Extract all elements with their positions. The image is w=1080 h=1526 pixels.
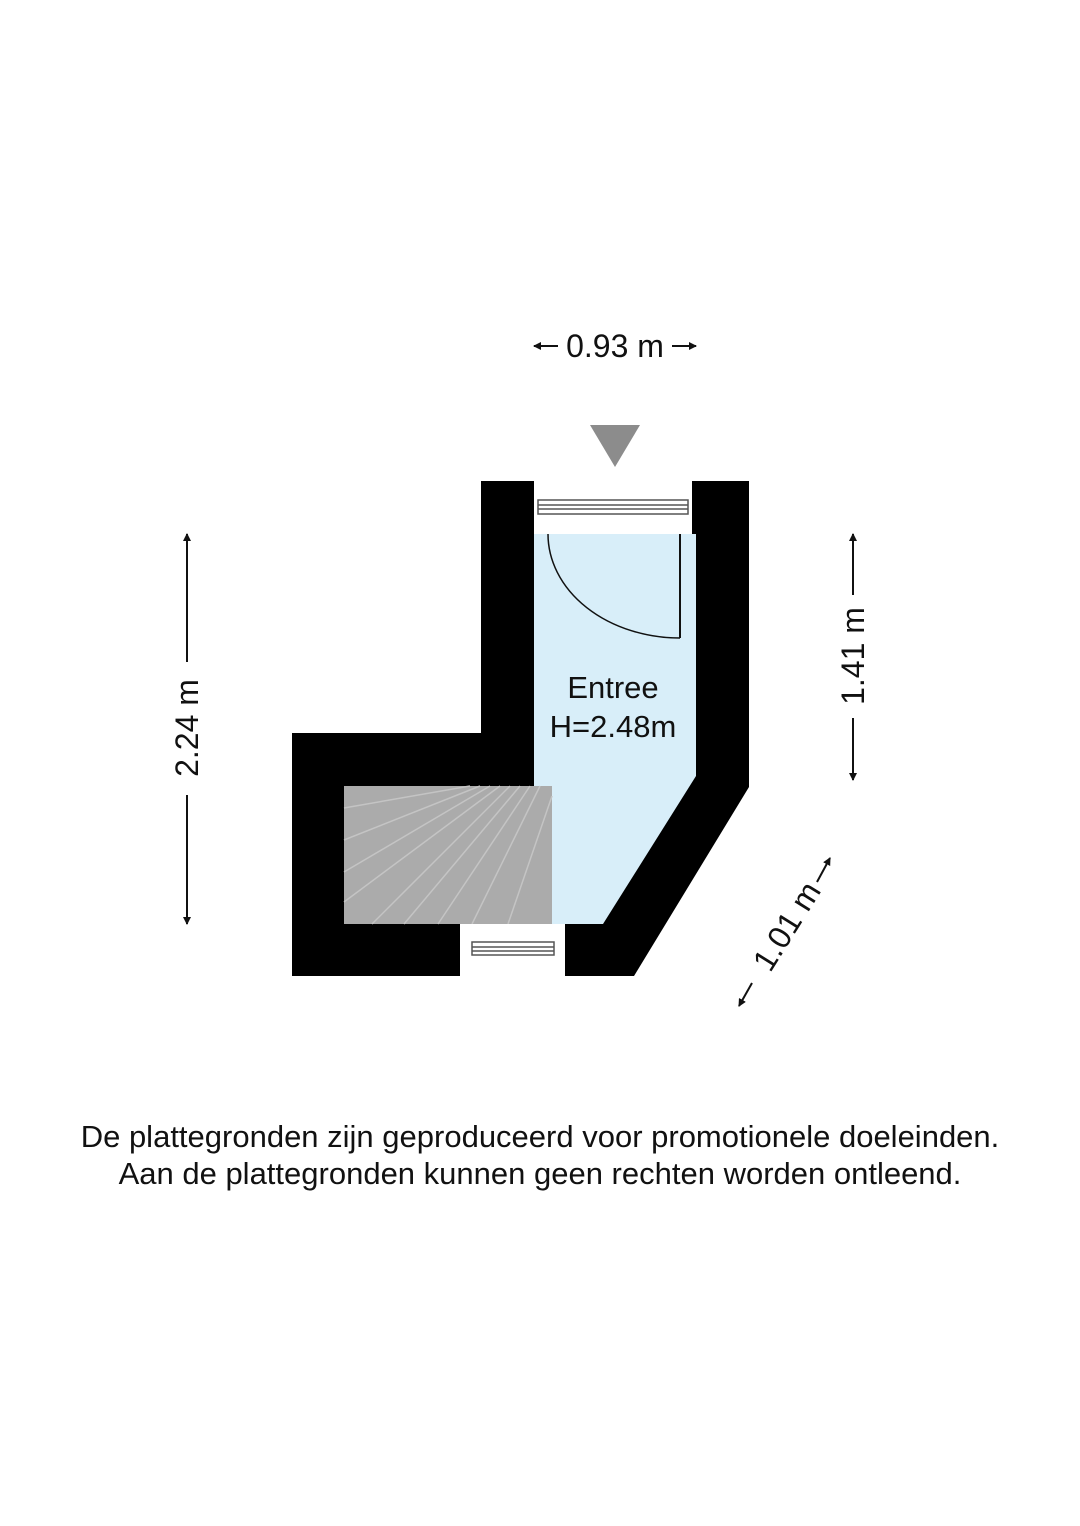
dimension-left xyxy=(169,534,205,924)
room-name: Entree xyxy=(567,670,659,705)
dimension-top xyxy=(534,328,696,364)
dimension-top-label: 0.93 m xyxy=(566,328,664,364)
stairs-icon xyxy=(344,786,552,924)
dimension-diagonal xyxy=(739,858,830,1006)
room-height: H=2.48m xyxy=(549,709,677,744)
entrance-arrow-icon xyxy=(590,425,640,467)
disclaimer-line-2: Aan de plattegronden kunnen geen rechten worden ontleend. xyxy=(118,1156,962,1191)
bottom-window xyxy=(460,924,565,976)
dimension-right xyxy=(835,534,871,780)
dimension-right-label: 1.41 m xyxy=(835,607,871,705)
dimension-diagonal-label: 1.01 m xyxy=(745,875,828,978)
dimension-left-label: 2.24 m xyxy=(169,679,205,777)
disclaimer-line-1: De plattegronden zijn geproduceerd voor promotionele doeleinden. xyxy=(80,1119,1000,1154)
